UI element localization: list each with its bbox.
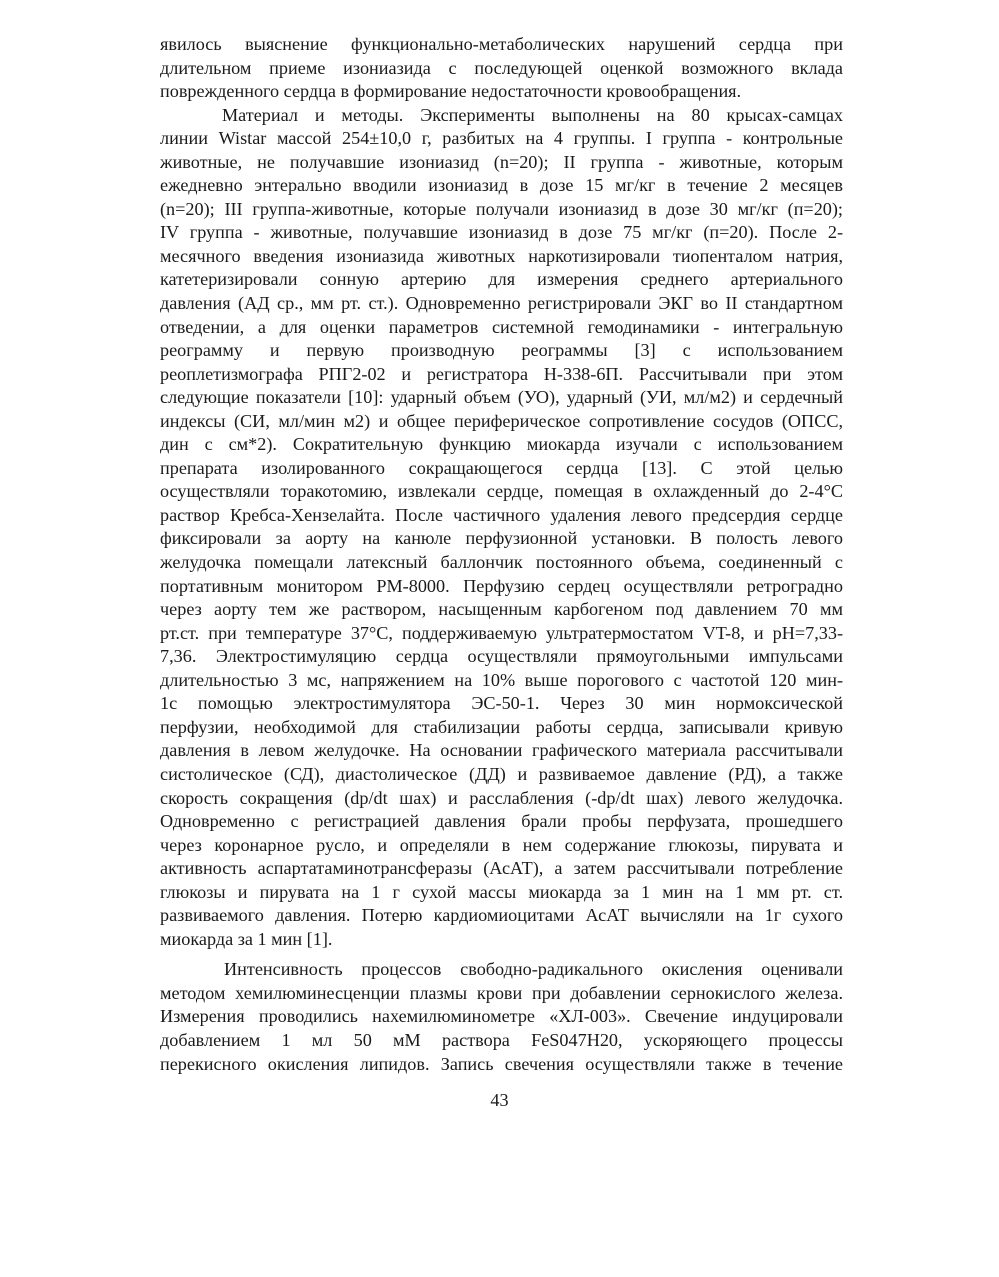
text-line: активность аспартатаминотрансферазы (АсАТ), а затем рассчитывали потребление [160,858,843,879]
text-line: реограмму и первую производную реограммы [3] с использованием [160,340,843,361]
paragraph-chemiluminescence [160,958,843,1076]
text-line: развиваемого давления. Потерю кардиомиоцитами АсАТ вычисляли на 1г сухого [160,905,843,926]
text-line: 7,36. Электростимуляцию сердца осуществляли прямоугольными импульсами [160,646,843,667]
text-line: перекисного окисления липидов. Запись свечения осуществляли также в течение [160,1053,843,1074]
text-line: длительном приеме изониазида с последующей оценкой возможного вклада [160,57,843,78]
text-line: реоплетизмографа РПГ2-02 и регистратора Н-338-6П. Рассчитывали при этом [160,363,843,384]
text-line: через коронарное русло, и определяли в нем содержание глюкозы, пирувата и [160,834,843,855]
text-line: животные, не получавшие изониазид (n=20); II группа - животные, которым [160,151,843,172]
text-line: через аорту тем же раствором, насыщенным карбогеном под давлением 70 мм [160,599,843,620]
text-line: желудочка помещали латексный баллончик постоянного объема, соединенный с [160,552,843,573]
text-line: Интенсивность процессов свободно-радикального окисления оценивали [224,959,843,980]
body-text [160,33,843,1076]
text-line: индексы (СИ, мл/мин м2) и общее периферическое сопротивление сосудов (ОПСС, [160,410,843,431]
text-line: перфузии, необходимой для стабилизации работы сердца, записывали кривую [160,716,843,737]
text-line: препарата изолированного сокращающегося сердца [13]. С этой целью [160,457,843,478]
text-line: добавлением 1 мл 50 мМ раствора FeS047H20, ускоряющего процессы [160,1029,843,1050]
text-line: осуществляли торакотомию, извлекали сердце, помещая в охлажденный до 2-4°С [160,481,843,502]
text-line: давления (АД ср., мм рт. ст.). Одновременно регистрировали ЭКГ во II стандартном [160,293,843,314]
paragraph-gap [160,951,843,958]
text-line: миокарда за 1 мин [1]. [160,928,333,949]
text-line: давления в левом желудочке. На основании графического материала рассчитывали [160,740,843,761]
text-line: длительностью 3 мс, напряжением на 10% выше порогового с частотой 120 мин- [160,669,843,690]
text-line: Одновременно с регистрацией давления брали пробы перфузата, прошедшего [160,811,843,832]
text-line: катетеризировали сонную артерию для измерения среднего артериального [160,269,843,290]
text-line: фиксировали за аорту на канюле перфузионной установки. В полость левого [160,528,843,549]
text-line: скорость сокращения (dp/dt шах) и расслабления (-dp/dt шах) левого желудочка. [160,787,843,808]
text-line: следующие показатели [10]: ударный объем (УО), ударный (УИ, мл/м2) и сердечный [160,387,843,408]
text-line: методом хемилюминесценции плазмы крови при добавлении сернокислого железа. [160,982,843,1003]
text-line: поврежденного сердца в формирование недостаточности кровообращения. [160,81,742,102]
text-line: (n=20); III группа-животные, которые получали изониазид в дозе 30 мг/кг (п=20); [160,198,843,219]
text-line: раствор Кребса-Хензелайта. После частичного удаления левого предсердия сердце [160,504,843,525]
text-line: линии Wistar массой 254±10,0 г, разбитых на 4 группы. I группа - контрольные [160,128,843,149]
text-line: явилось выяснение функционально-метаболических нарушений сердца при [160,34,843,54]
paragraph-materials-methods [160,104,843,952]
paragraph-intro-end [160,33,843,104]
text-line: систолическое (СД), диастолическое (ДД) и развиваемое давление (РД), а также [160,763,843,784]
text-line: портативным монитором РМ-8000. Перфузию сердец осуществляли ретроградно [160,575,843,596]
text-line: месячного введения изониазида животных наркотизировали тиопенталом натрия, [160,245,843,266]
text-line: глюкозы и пирувата на 1 г сухой массы миокарда за 1 мин на 1 мм рт. ст. [160,881,843,902]
text-line: 1с помощью электростимулятора ЭС-50-1. Через 30 мин нормоксической [160,693,843,714]
text-line: IV группа - животные, получавшие изониазид в дозе 75 мг/кг (п=20). После 2- [160,222,843,243]
text-line: отведении, а для оценки параметров системной гемодинамики - интегральную [160,316,843,337]
text-line: Материал и методы. Эксперименты выполнены на 80 крысах-самцах [222,104,843,125]
text-line: ежедневно энтерально вводили изониазид в дозе 15 мг/кг в течение 2 месяцев [160,175,843,196]
text-line: Измерения проводились нахемилюминометре «ХЛ-003». Свечение индуцировали [160,1006,843,1027]
page-number: 43 [490,1090,509,1110]
text-line: рт.ст. при температуре 37°С, поддерживаемую ультратермостатом VT-8, и рН=7,33- [160,622,843,643]
text-line: дин с см*2). Сократительную функцию миокарда изучали с использованием [160,434,843,455]
